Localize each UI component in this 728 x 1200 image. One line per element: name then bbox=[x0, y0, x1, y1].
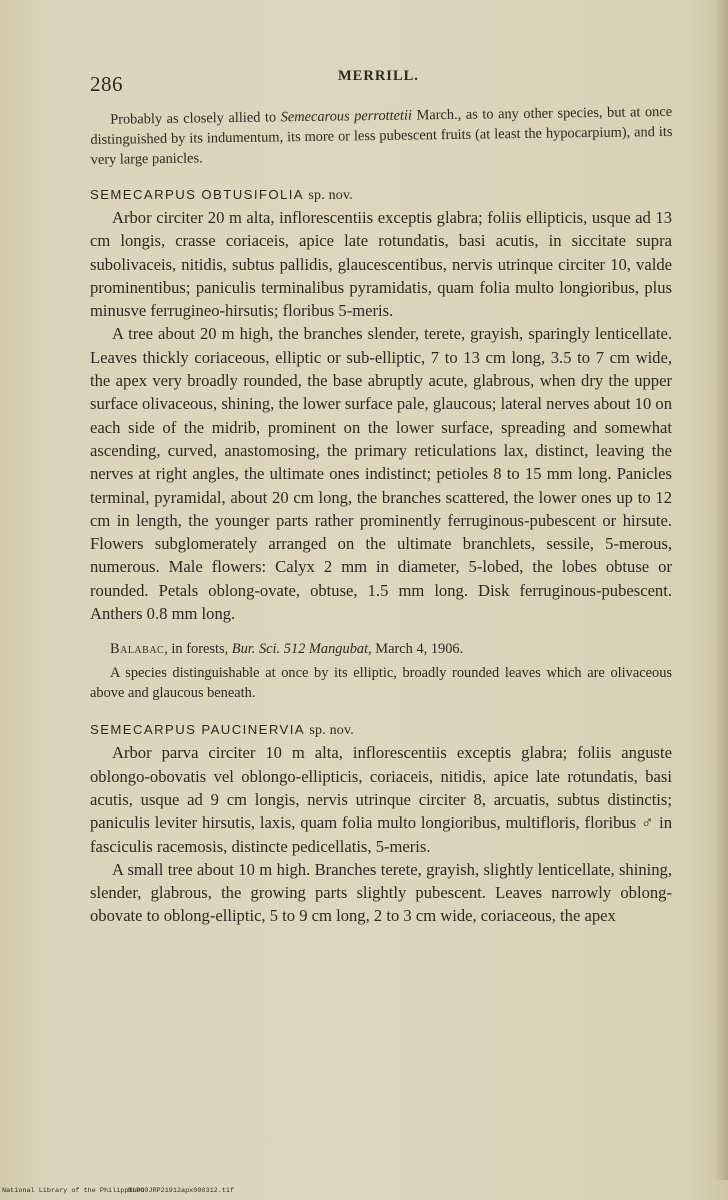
note-obtusifolia: A species distinguishable at once by its elliptic, broadly rounded leaves which are olivaceous above and glaucous beneath. bbox=[90, 665, 672, 702]
species-reference: Semecarous perrottetii bbox=[280, 107, 413, 126]
running-head: MERRILL. bbox=[338, 68, 419, 84]
page-spine-shadow bbox=[714, 0, 728, 1180]
english-description-obtusifolia: A tree about 20 m high, the branches slender, terete, grayish, sparingly lenticellate. Leaves thickly coriaceous, elliptic or sub-elliptic, 7 to 13 cm long, 3.5 to 7 cm wide, the apex very broadly rounded, the base abruptly acute, glabrous, when dry the upper surface olivaceous, shining, the lower surface pale, glaucous; lateral nerves about 10 on each side of the midrib, prominent on the lower surface, spreading and somewhat ascending, curved, anastomosing, the primary reticulations lax, distinct, leaving the nerves at right angles, the ultimate ones indistinct; petioles 8 to 15 mm long. Panicles terminal, pyramidal, about 20 cm long, the branches scattered, the lower ones up to 12 cm in length, the younger parts rather prominently ferruginous-pubescent or hirsute. Flowers subglomerately arranged on the ultimate branchlets, sessile, 5-merous, numerous. Male flowers: Calyx 2 mm in diameter, 5-lobed, the lobes obtuse or rounded. Petals oblong-ovate, obtuse, 1.5 mm long. Disk ferruginous-pubescent. Anthers 0.8 mm long. bbox=[90, 324, 672, 624]
latin-description-paucinervia: Arbor parva circiter 10 m alta, inflorescentiis exceptis glabra; foliis anguste oblongo-obovatis vel oblongo-ellipticis, coriaceis, nitidis, apice late rotundatis, basi acutis, usque ad 9 cm longis, nervis utrinque circiter 8, arcuatis, subtus distinctis; paniculis leviter hirsutis, laxis, quam folia multo longioribus, multifloris, floribus ♂ in fasciculis racemosis, distincte pedicellatis, 5-meris. bbox=[90, 743, 672, 856]
species-heading-paucinervia: SEMECARPUS PAUCINERVIA sp. nov. bbox=[90, 722, 354, 739]
intro-paragraph: Probably as closely allied to Semecarous perrottetii March., as to any other species, but at once distinguished by its indumentum, its more or less pubescent fruits (at least the hypocarpium), and its very large panicles. bbox=[90, 103, 673, 168]
page-header bbox=[0, 66, 728, 96]
latin-description-obtusifolia: Arbor circiter 20 m alta, inflorescentiis exceptis glabra; foliis ellipticis, usque ad 13 cm longis, crasse coriaceis, apice late rotundatis, basi acutis, in siccitate supra subolivaceis, nitidis, subtus pallidis, glaucescentibus, nervis utrinque circiter 10, valde prominentibus; paniculis terminalibus pyramidatis, quam folia multo longioribus, plus minusve ferrugineo-hirsutis; floribus 5-meris. bbox=[90, 208, 672, 321]
page-number: 286 bbox=[90, 72, 123, 96]
scan-footer bbox=[0, 1184, 728, 1198]
species-heading-obtusifolia: SEMECARPUS OBTUSIFOLIA sp. nov. bbox=[90, 187, 353, 203]
footer-institution: National Library of the Philippines bbox=[2, 1187, 145, 1195]
page-body bbox=[90, 104, 672, 928]
footer-file-id: MLPO0JRP21912apx000312.tif bbox=[128, 1187, 235, 1195]
specimen-citation-obtusifolia: Balabac, in forests, Bur. Sci. 512 Mangubat, March 4, 1906. bbox=[110, 641, 464, 658]
english-description-paucinervia: A small tree about 10 m high. Branches terete, grayish, slightly lenticellate, shining, slender, glabrous, the growing parts slightly pubescent. Leaves narrowly oblong-obovate to oblong-elliptic, 5 to 9 cm long, 2 to 3 cm wide, coriaceous, the apex bbox=[90, 859, 672, 926]
